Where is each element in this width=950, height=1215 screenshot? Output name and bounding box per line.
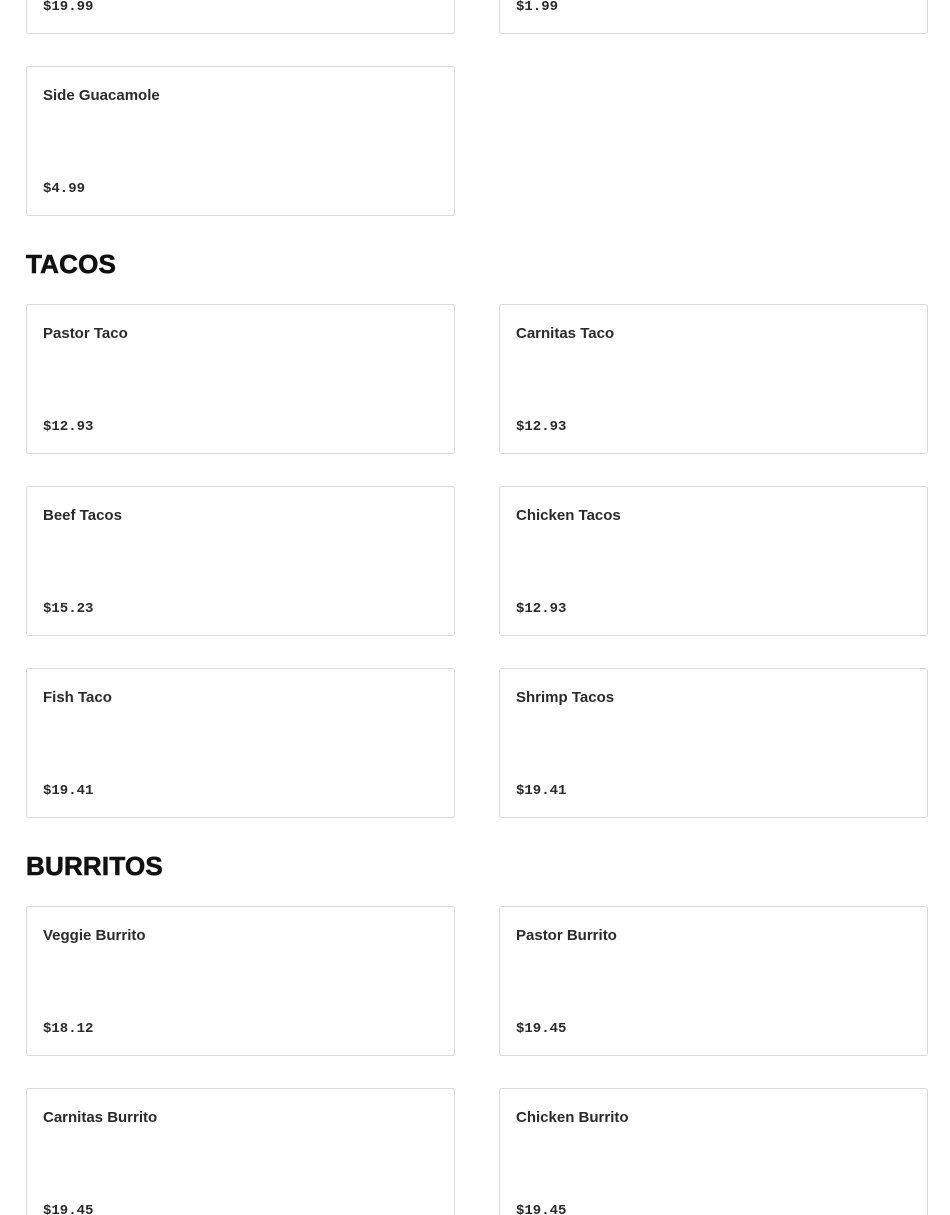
menu-item-card[interactable]: [26, 906, 455, 1056]
menu-item-card[interactable]: [499, 486, 928, 636]
item-name: Pastor Taco: [43, 325, 128, 342]
menu-item-card[interactable]: [26, 304, 455, 454]
item-price: $1.99: [516, 0, 559, 15]
item-price: $18.12: [43, 1021, 94, 1037]
item-price: $19.45: [43, 1203, 94, 1215]
menu-item-card[interactable]: [26, 1088, 455, 1215]
item-name: Shrimp Tacos: [516, 689, 615, 706]
item-price: $19.45: [516, 1021, 567, 1037]
menu-item-card[interactable]: [26, 66, 455, 216]
item-name: Pastor Burrito: [516, 927, 617, 944]
item-name: Chicken Burrito: [516, 1109, 629, 1126]
menu-item-card[interactable]: [26, 0, 455, 34]
menu-item-card[interactable]: [499, 304, 928, 454]
item-price: $12.93: [516, 419, 567, 435]
item-price: $19.45: [516, 1203, 567, 1215]
menu-item-card[interactable]: [499, 906, 928, 1056]
item-price: $19.99: [43, 0, 94, 15]
menu-item-card[interactable]: [499, 0, 928, 34]
item-price: $19.41: [43, 783, 94, 799]
item-price: $19.41: [516, 783, 567, 799]
menu-item-card[interactable]: [26, 486, 455, 636]
item-name: Chicken Tacos: [516, 507, 621, 524]
item-name: Veggie Burrito: [43, 927, 146, 944]
menu-item-card[interactable]: [499, 1088, 928, 1215]
item-name: Carnitas Taco: [516, 325, 615, 342]
section-title-burritos: BURRITOS: [26, 851, 163, 881]
item-name: Beef Tacos: [43, 507, 122, 524]
item-price: $12.93: [43, 419, 94, 435]
item-name: Fish Taco: [43, 689, 112, 706]
menu-item-card[interactable]: [499, 668, 928, 818]
section-title-tacos: TACOS: [26, 249, 117, 279]
item-price: $4.99: [43, 181, 86, 197]
item-name: Carnitas Burrito: [43, 1109, 158, 1126]
menu-item-card[interactable]: [26, 668, 455, 818]
item-price: $15.23: [43, 601, 94, 617]
item-name: Side Guacamole: [43, 87, 160, 104]
item-price: $12.93: [516, 601, 567, 617]
